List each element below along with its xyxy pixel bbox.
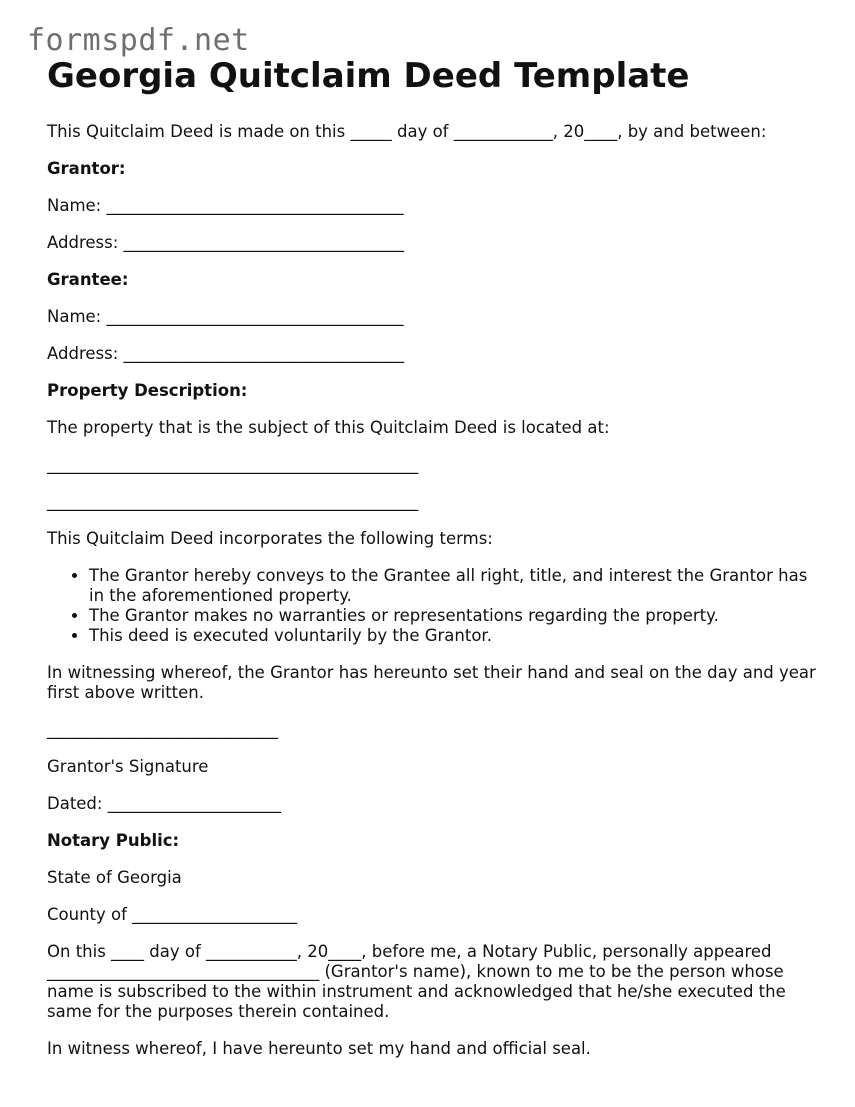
grantee-heading: Grantee:	[47, 270, 129, 289]
grantee-address-field[interactable]: Address: __________________________________	[47, 344, 405, 363]
notary-county-field[interactable]: County of ____________________	[47, 905, 298, 924]
watermark-logo: formspdf.net	[27, 23, 250, 58]
signature-label: Grantor's Signature	[47, 757, 209, 776]
grantor-address-field[interactable]: Address: __________________________________	[47, 233, 405, 252]
property-line-2[interactable]: _____________________________________________	[47, 492, 419, 511]
notary-closing: In witness whereof, I have hereunto set my hand and official seal.	[47, 1039, 591, 1058]
property-text: The property that is the subject of this Quitclaim Deed is located at:	[47, 418, 610, 437]
property-line-1[interactable]: _____________________________________________	[47, 455, 419, 474]
terms-intro: This Quitclaim Deed incorporates the following terms:	[47, 529, 493, 548]
document-title: Georgia Quitclaim Deed Template	[47, 56, 690, 96]
terms-item: • The Grantor makes no warranties or representations regarding the property.	[89, 606, 817, 626]
property-heading: Property Description:	[47, 381, 248, 400]
notary-statement: On this ____ day of ___________, 20____, before me, a Notary Public, personally appeared _________________________________ (Grantor's name), known to me to be the person whose name is subscribed to the within instrument and acknowledged that he/she executed the same for the purposes therein contained.	[47, 942, 786, 1021]
grantee-name-field[interactable]: Name: ____________________________________	[47, 307, 404, 326]
notary-state: State of Georgia	[47, 868, 182, 887]
dated-field[interactable]: Dated: _____________________	[47, 794, 281, 813]
intro-paragraph: This Quitclaim Deed is made on this _____ day of ____________, 20____, by and between:	[47, 122, 767, 141]
grantor-heading: Grantor:	[47, 159, 126, 178]
terms-list	[47, 566, 817, 646]
notary-heading: Notary Public:	[47, 831, 180, 850]
witness-paragraph: In witnessing whereof, the Grantor has hereunto set their hand and seal on the day and year first above written.	[47, 663, 816, 702]
document-body	[47, 122, 817, 1076]
terms-item: • This deed is executed voluntarily by the Grantor.	[89, 626, 817, 646]
signature-line[interactable]: ____________________________	[47, 720, 278, 739]
terms-item: • The Grantor hereby conveys to the Grantee all right, title, and interest the Grantor has in the aforementioned property.	[89, 566, 817, 606]
grantor-name-field[interactable]: Name: ____________________________________	[47, 196, 404, 215]
